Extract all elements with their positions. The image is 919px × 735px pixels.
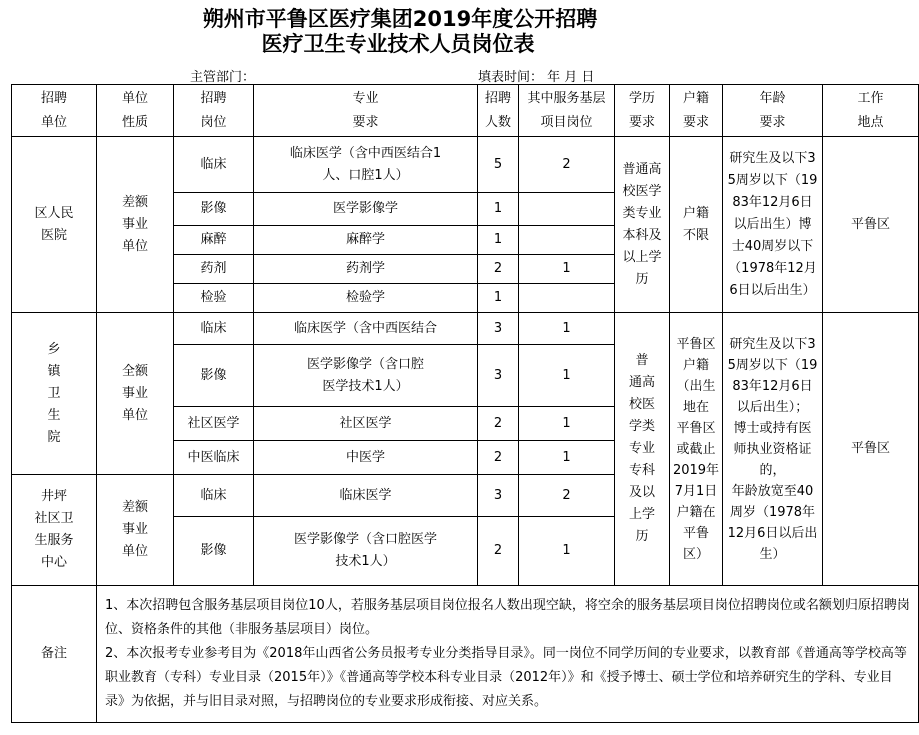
major-cell: 检验学 [254,284,478,313]
grass-cell: 1 [519,441,615,475]
count-cell: 3 [478,475,519,517]
nature-cell: 差额 事业 单位 [97,137,174,313]
major-cell: 医学影像学 [254,193,478,226]
count-cell: 2 [478,407,519,441]
grass-cell: 1 [519,255,615,284]
age-cell: 研究生及以下3 5周岁以下（19 83年12月6日 以后出生）博 士40周岁以下 （1978年12月 6日以后出生） [723,137,823,313]
edu-cell: 普通高 校医学 类专业 本科及 以上学 历 [615,137,670,313]
header-place: 工作 地点 [823,85,919,137]
post-cell: 影像 [174,193,254,226]
count-cell: 1 [478,284,519,313]
place-cell: 平鲁区 [823,313,919,586]
major-cell: 临床医学（含中西医结合 [254,313,478,345]
remark-label: 备注 [12,586,97,723]
grass-cell: 1 [519,517,615,586]
dept-label: 主管部门： [190,70,256,85]
remark-item-1: 1、本次招聘包含服务基层项目岗位10人，若服务基层项目岗位报名人数出现空缺，将空余的服务基层项目岗位招聘岗位或名额划归原招聘岗位、资格条件的其他（非服务基层项目）岗位。 [105,598,910,637]
nature-cell: 全额 事业 单位 [97,313,174,475]
major-cell: 药剂学 [254,255,478,284]
header-huji: 户籍 要求 [670,85,723,137]
header-row [12,85,919,137]
table-row [12,313,919,345]
post-cell: 临床 [174,313,254,345]
major-cell: 中医学 [254,441,478,475]
grass-cell [519,193,615,226]
count-cell: 2 [478,441,519,475]
unit-cell: 乡 镇 卫 生 院 [12,313,97,475]
header-major: 专业 要求 [254,85,478,137]
remarks-row [12,586,919,723]
grass-cell: 2 [519,475,615,517]
unit-cell: 井坪 社区卫 生服务 中心 [12,475,97,586]
table-row [12,137,919,193]
header-post: 招聘 岗位 [174,85,254,137]
count-cell: 1 [478,193,519,226]
header-count: 招聘 人数 [478,85,519,137]
post-cell: 中医临床 [174,441,254,475]
header-unit: 招聘 单位 [12,85,97,137]
count-cell: 3 [478,345,519,407]
grass-cell [519,284,615,313]
major-cell: 社区医学 [254,407,478,441]
post-cell: 检验 [174,284,254,313]
grass-cell: 1 [519,407,615,441]
page-subtitle: 医疗卫生专业技术人员岗位表 [261,32,535,56]
recruitment-table [11,84,919,723]
post-cell: 影像 [174,345,254,407]
date-label: 填表时间： 年 月 日 [478,70,595,85]
post-cell: 影像 [174,517,254,586]
count-cell: 2 [478,517,519,586]
huji-cell: 户籍 不限 [670,137,723,313]
header-grass: 其中服务基层 项目岗位 [519,85,615,137]
major-cell: 麻醉学 [254,226,478,255]
count-cell: 5 [478,137,519,193]
major-cell: 临床医学 [254,475,478,517]
major-cell: 医学影像学（含口腔医学 技术1人） [254,517,478,586]
grass-cell: 1 [519,345,615,407]
header-nature: 单位 性质 [97,85,174,137]
post-cell: 社区医学 [174,407,254,441]
post-cell: 药剂 [174,255,254,284]
count-cell: 3 [478,313,519,345]
post-cell: 临床 [174,137,254,193]
huji-cell: 平鲁区 户籍 （出生 地在 平鲁区 或截止 2019年 7月1日 户籍在 平鲁 区） [670,313,723,586]
post-cell: 麻醉 [174,226,254,255]
count-cell: 1 [478,226,519,255]
major-cell: 临床医学（含中西医结合1 人、口腔1人） [254,137,478,193]
major-cell: 医学影像学（含口腔 医学技术1人） [254,345,478,407]
unit-cell: 区人民 医院 [12,137,97,313]
header-edu: 学历 要求 [615,85,670,137]
age-cell: 研究生及以下3 5周岁以下（19 83年12月6日 以后出生）； 博士或持有医 师执业资格证 的， 年龄放宽至40 周岁（1978年 12月6日以后出 生） [723,313,823,586]
nature-cell: 差额 事业 单位 [97,475,174,586]
count-cell: 2 [478,255,519,284]
grass-cell [519,226,615,255]
header-age: 年龄 要求 [723,85,823,137]
page-title: 朔州市平鲁区医疗集团2019年度公开招聘 [202,7,598,31]
remark-item-2: 2、本次报考专业参考目为《2018年山西省公务员报考专业分类指导目录》。同一岗位不同学历间的专业要求，以教育部《普通高等学校高等职业教育（专科）专业目录（2015年）》《普通高等学校本科专业目录（2012年）》和《授予博士、硕士学位和培养研究生的学科、专业目录》为依据，并与旧目录对照，与招聘岗位的专业要求形成衔接、对应关系。 [105,646,907,709]
edu-cell: 普 通高 校医 学类 专业 专科 及以 上学 历 [615,313,670,586]
grass-cell: 1 [519,313,615,345]
grass-cell: 2 [519,137,615,193]
post-cell: 临床 [174,475,254,517]
place-cell: 平鲁区 [823,137,919,313]
remark-content [97,586,919,723]
